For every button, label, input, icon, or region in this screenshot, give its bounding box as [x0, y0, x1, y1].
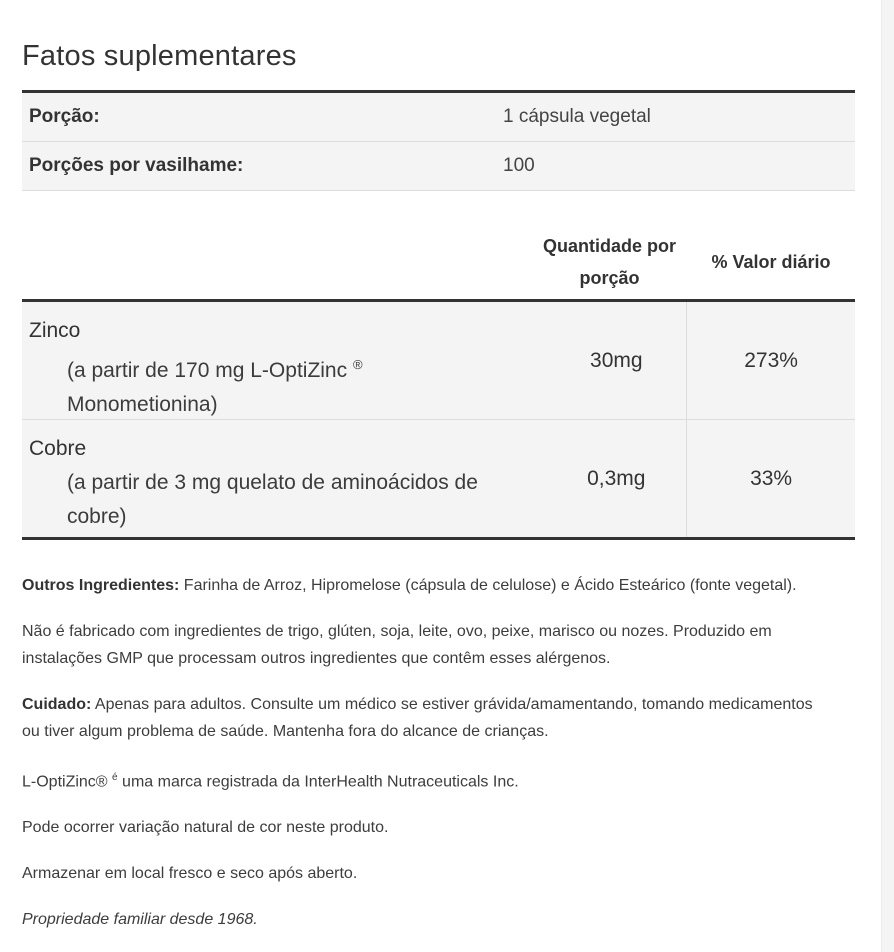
serving-size-label: Porção:	[29, 106, 100, 127]
amount-per-serving-header: Quantidade por porção	[542, 236, 676, 288]
page-title: Fatos suplementares	[22, 40, 297, 72]
nutrient-name: Cobre	[29, 437, 87, 460]
product-notes	[22, 572, 822, 952]
table-row	[22, 419, 855, 540]
nutrient-source: (a partir de 3 mg quelato de aminoácidos de cobre)	[67, 471, 478, 528]
table-row	[22, 302, 855, 419]
storage-note: Armazenar em local fresco e seco após aberto.	[22, 865, 358, 883]
servings-per-container-label: Porções por vasilhame:	[29, 155, 244, 176]
serving-size-row	[22, 93, 855, 141]
trademark-statement: L-OptiZinc® $^é$ uma marca registrada da InterHealth Nutraceuticals Inc.	[22, 772, 519, 791]
serving-info-table	[22, 90, 855, 191]
nutrient-table-header	[22, 226, 855, 302]
allergen-statement: Não é fabricado com ingredientes de trigo, glúten, soja, leite, ovo, peixe, marisco ou nozes. Produzido em instalações GMP que processam outros ingredientes que contêm esses alérgenos.	[22, 623, 772, 667]
servings-per-container-row	[22, 141, 855, 190]
family-owned-note: Propriedade familiar desde 1968.	[22, 911, 258, 929]
nutrient-amount: 0,3mg	[587, 466, 646, 490]
other-ingredients: Outros Ingredientes: Farinha de Arroz, Hipromelose (cápsula de celulose) e Ácido Esteárico (fonte vegetal).	[22, 577, 797, 594]
caution-statement: Cuidado: Apenas para adultos. Consulte um médico se estiver grávida/amamentando, tomando medicamentos ou tiver algum problema de saúde. Mantenha fora do alcance de crianças.	[22, 696, 813, 740]
nutrient-amount: 30mg	[590, 348, 643, 372]
nutrient-source: (a partir de 170 mg L-OptiZinc ® Monometionina)	[67, 357, 363, 416]
nutrient-daily-value: 33%	[686, 420, 855, 537]
nutrient-table	[22, 226, 855, 540]
registered-mark: ®	[352, 357, 363, 372]
scrollbar-track[interactable]	[881, 0, 894, 952]
serving-size-value: 1 cápsula vegetal	[503, 106, 651, 127]
nutrient-name: Zinco	[29, 319, 81, 342]
nutrient-daily-value: 273%	[686, 302, 855, 419]
nutrient-name-cell	[22, 302, 546, 419]
daily-value-header: % Valor diário	[711, 252, 831, 272]
servings-per-container-value: 100	[503, 155, 535, 176]
color-variation-note: Pode ocorrer variação natural de cor neste produto.	[22, 819, 389, 837]
nutrient-name-cell	[22, 420, 546, 537]
